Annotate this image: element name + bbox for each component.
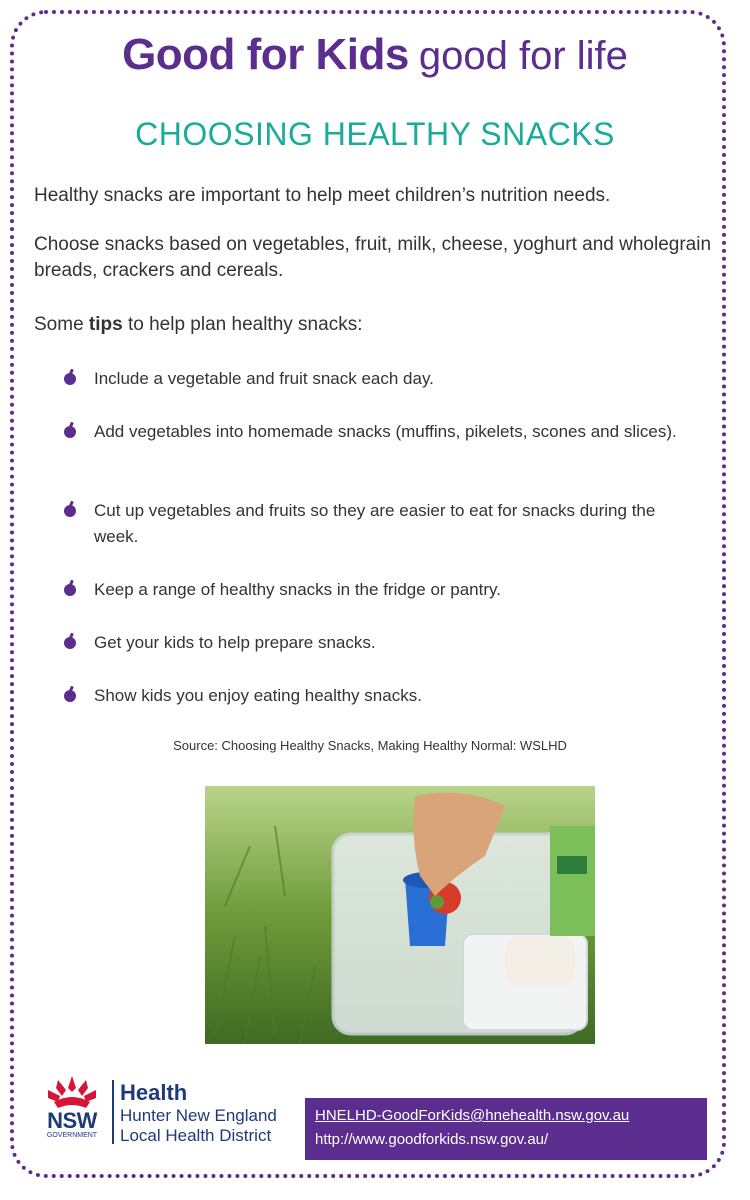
source-note: Source: Choosing Healthy Snacks, Making Healthy Normal: WSLHD bbox=[173, 738, 567, 753]
tips-intro-before: Some bbox=[34, 314, 89, 335]
plum-bullet-icon bbox=[64, 373, 76, 385]
district-line-1: Hunter New England bbox=[120, 1106, 277, 1125]
brand-bold: Good for Kids bbox=[122, 30, 409, 79]
brand-title bbox=[0, 30, 750, 80]
website-link[interactable]: http://www.goodforkids.nsw.gov.au/ bbox=[315, 1131, 549, 1148]
intro-paragraph-2: Choose snacks based on vegetables, fruit, milk, cheese, yoghurt and wholegrain breads, crackers and cereals. bbox=[34, 234, 712, 281]
list-item: Get your kids to help prepare snacks. bbox=[94, 633, 376, 652]
district-line-2: Local Health District bbox=[120, 1126, 272, 1145]
email-link[interactable]: HNELHD-GoodForKids@hnehealth.nsw.gov.au bbox=[315, 1107, 630, 1124]
health-title: Health bbox=[120, 1080, 188, 1105]
tips-intro-bold: tips bbox=[88, 314, 123, 335]
tips-intro bbox=[34, 312, 714, 338]
plum-bullet-icon bbox=[64, 584, 76, 596]
plum-bullet-icon bbox=[64, 426, 76, 438]
plum-bullet-icon bbox=[64, 690, 76, 702]
list-item: Cut up vegetables and fruits so they are easier to eat for snacks during the week. bbox=[94, 501, 656, 546]
plum-bullet-icon bbox=[64, 637, 76, 649]
intro-paragraph-1: Healthy snacks are important to help meet children’s nutrition needs. bbox=[34, 185, 611, 206]
list-item: Add vegetables into homemade snacks (muffins, pikelets, scones and slices). bbox=[94, 422, 677, 441]
snack-box-photo bbox=[205, 786, 595, 1044]
government-wordmark: GOVERNMENT bbox=[46, 1132, 98, 1139]
tips-intro-after: to help plan healthy snacks: bbox=[122, 314, 363, 335]
page-heading: CHOOSING HEALTHY SNACKS bbox=[135, 116, 615, 152]
contact-box bbox=[305, 1098, 707, 1160]
list-item: Keep a range of healthy snacks in the fridge or pantry. bbox=[94, 580, 501, 599]
list-item: Include a vegetable and fruit snack each day. bbox=[94, 369, 434, 388]
nsw-wordmark: NSW bbox=[47, 1108, 97, 1133]
brand-light: good for life bbox=[418, 34, 628, 78]
logo-divider bbox=[112, 1080, 114, 1144]
plum-bullet-icon bbox=[64, 505, 76, 517]
list-item: Show kids you enjoy eating healthy snacks. bbox=[94, 686, 422, 705]
